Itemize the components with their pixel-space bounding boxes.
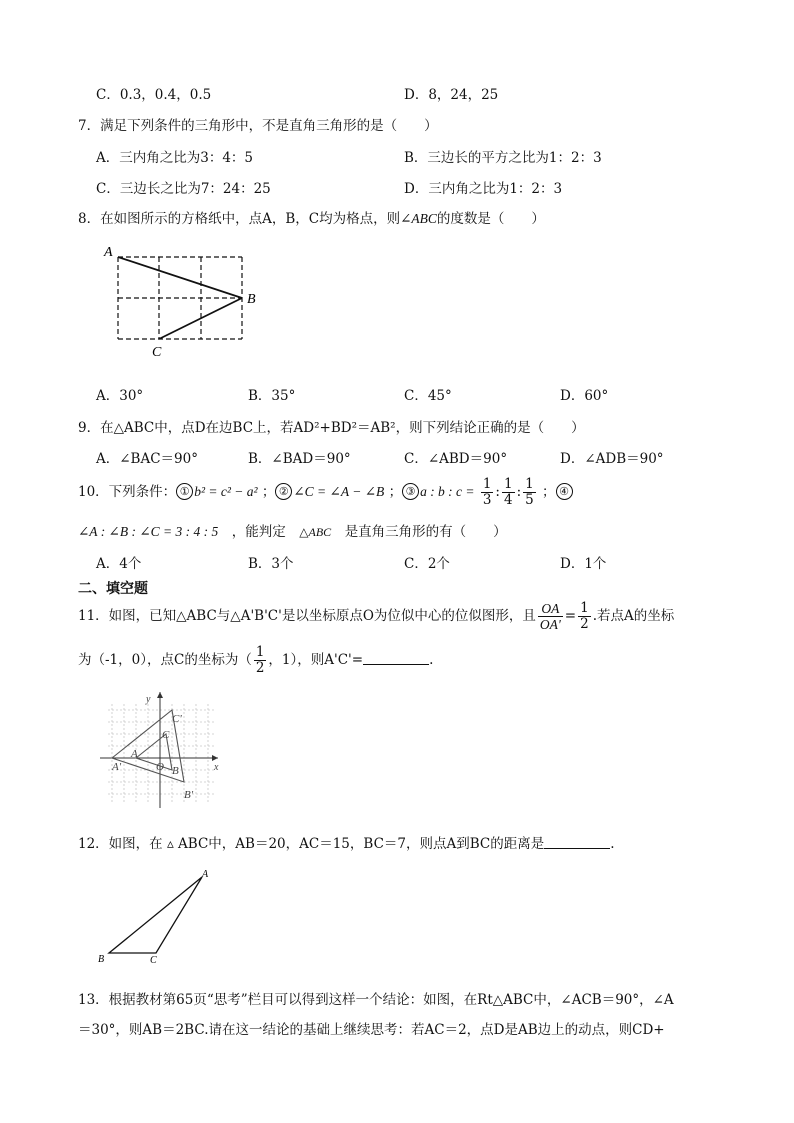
q10-cond3-frac1: $\frac{1}{3}$	[482, 475, 492, 508]
q10-colon1: :	[495, 484, 500, 500]
q10-cond1-marker: ①	[176, 483, 193, 500]
label-b: B	[247, 292, 256, 307]
label-c-prime: C'	[172, 713, 182, 725]
q11-cx-frac: $\frac{1}{2}$	[255, 643, 265, 676]
q8-option-c: C．45°	[404, 388, 452, 404]
q10-option-c: C．2个	[404, 556, 450, 572]
q8-stem-angle: ∠ABC	[400, 211, 437, 226]
q11-end: .	[429, 652, 434, 668]
q11-stem-line1	[78, 598, 674, 634]
q11-ratio-frac: $\frac{OA}{OA'}$	[539, 600, 561, 632]
q13-stem-line1: 13．根据教材第65页“思考”栏目可以得到这样一个结论：如图，在Rt△ABC中，∠ACB＝90°，∠A	[78, 992, 674, 1008]
q8-option-a: A．30°	[96, 388, 144, 404]
label-c: C	[162, 729, 170, 741]
q10-sep2: ；	[388, 484, 403, 500]
label-b: B	[98, 954, 105, 965]
q10-cond3-frac3: $\frac{1}{5}$	[525, 475, 534, 508]
q11-stem-line2	[78, 642, 433, 678]
q6-option-c: C．0.3，0.4，0.5	[96, 87, 212, 103]
q10-cond3-marker: ③	[402, 483, 419, 500]
q9-option-b: B．∠BAD＝90°	[248, 451, 351, 467]
q8-stem-post: 的度数是（ ）	[436, 211, 545, 227]
section-fill-in-heading: 二、填空题	[78, 581, 148, 597]
q10-line2-mid: ，能判定	[231, 524, 286, 540]
q10-sep1: ；	[261, 484, 276, 500]
q7-option-a: A．三内角之比为3：4：5	[96, 150, 254, 166]
label-c: C	[152, 345, 162, 360]
q10-cond2: ∠C = ∠A − ∠B	[293, 484, 385, 499]
q10-cond3-pre: a : b : c =	[420, 484, 475, 499]
q11-answer-blank[interactable]	[363, 652, 429, 665]
q7-option-d: D．三内角之比为1：2：3	[404, 181, 563, 197]
q11-stem-pre: 11．如图，已知△ABC与△A'B'C'是以坐标原点O为位似中心的位似图形，且	[78, 608, 536, 624]
q11-line2-pre: 为（-1，0），点C的坐标为（	[78, 652, 252, 668]
q7-option-c: C．三边长之比为7：24：25	[96, 181, 271, 197]
q7-option-b: B．三边长的平方之比为1：2：3	[404, 150, 602, 166]
label-x: x	[214, 762, 219, 773]
q10-sep3: ；	[542, 484, 556, 500]
q10-stem-line1	[78, 475, 574, 509]
label-b: B	[172, 765, 179, 777]
q9-stem: 9．在△ABC中，点D在边BC上，若AD²+BD²＝AB²，则下列结论正确的是（ ）	[78, 420, 585, 436]
q8-stem-pre: 8．在如图所示的方格纸中，点A，B，C均为格点，则	[78, 211, 401, 227]
q10-cond4-marker: ④	[556, 483, 573, 500]
q12-answer-blank[interactable]	[544, 836, 610, 849]
q8-stem	[78, 207, 545, 227]
q9-option-a: A．∠BAC＝90°	[96, 451, 198, 467]
q10-option-d: D．1个	[560, 556, 607, 572]
q10-cond4: ∠A : ∠B : ∠C = 3 : 4 : 5	[78, 524, 219, 539]
q12-end: .	[610, 836, 615, 852]
q10-cond1: b² = c² − a²	[194, 484, 258, 499]
q9-option-c: C．∠ABD＝90°	[404, 451, 508, 467]
label-y: y	[146, 694, 151, 705]
q12-stem	[78, 832, 615, 852]
label-o: O	[156, 761, 164, 773]
segment-ab	[118, 257, 242, 298]
label-a-prime: A'	[112, 761, 122, 773]
label-a: A	[104, 245, 113, 260]
q10-stem-line2	[78, 520, 507, 540]
q10-cond2-marker: ②	[275, 483, 292, 500]
q10-colon2: :	[516, 484, 522, 500]
q11-coordinate-figure	[100, 690, 228, 810]
q6-option-d: D．8，24，25	[404, 87, 499, 103]
q12-stem-text: 12．如图，在 ▵ ABC中，AB＝20，AC＝15，BC＝7，则点A到BC的距离是	[78, 836, 545, 852]
q12-triangle-figure	[96, 866, 216, 966]
q10-option-a: A．4个	[96, 556, 142, 572]
q8-grid-figure	[100, 240, 270, 365]
q11-stem-post: .若点A的坐标	[592, 608, 675, 624]
q11-ratio-value: $\frac{1}{2}$	[580, 599, 589, 632]
q10-cond3-frac2: $\frac{1}{4}$	[503, 475, 513, 508]
q13-stem-line2: ＝30°，则AB＝2BC.请在这一结论的基础上继续思考：若AC＝2，点D是AB边上的动点，则CD+	[78, 1022, 665, 1038]
label-c: C	[150, 955, 157, 966]
q10-line2-post: 是直角三角形的有（ ）	[344, 524, 507, 540]
q11-line2-post: ，1），则A'C'=	[268, 652, 364, 668]
q9-option-d: D．∠ADB＝90°	[560, 451, 664, 467]
label-a: A	[202, 869, 209, 880]
q10-option-b: B．3个	[248, 556, 294, 572]
label-a: A	[131, 748, 138, 760]
q10-stem-pre: 10．下列条件：	[78, 484, 177, 500]
label-b-prime: B'	[184, 789, 194, 801]
q11-eq: =	[564, 608, 577, 624]
q10-line2-triangle: △ABC	[299, 525, 332, 539]
q8-option-b: B．35°	[248, 388, 296, 404]
q7-stem: 7．满足下列条件的三角形中，不是直角三角形的是（ ）	[78, 118, 438, 134]
q8-option-d: D．60°	[560, 388, 609, 404]
